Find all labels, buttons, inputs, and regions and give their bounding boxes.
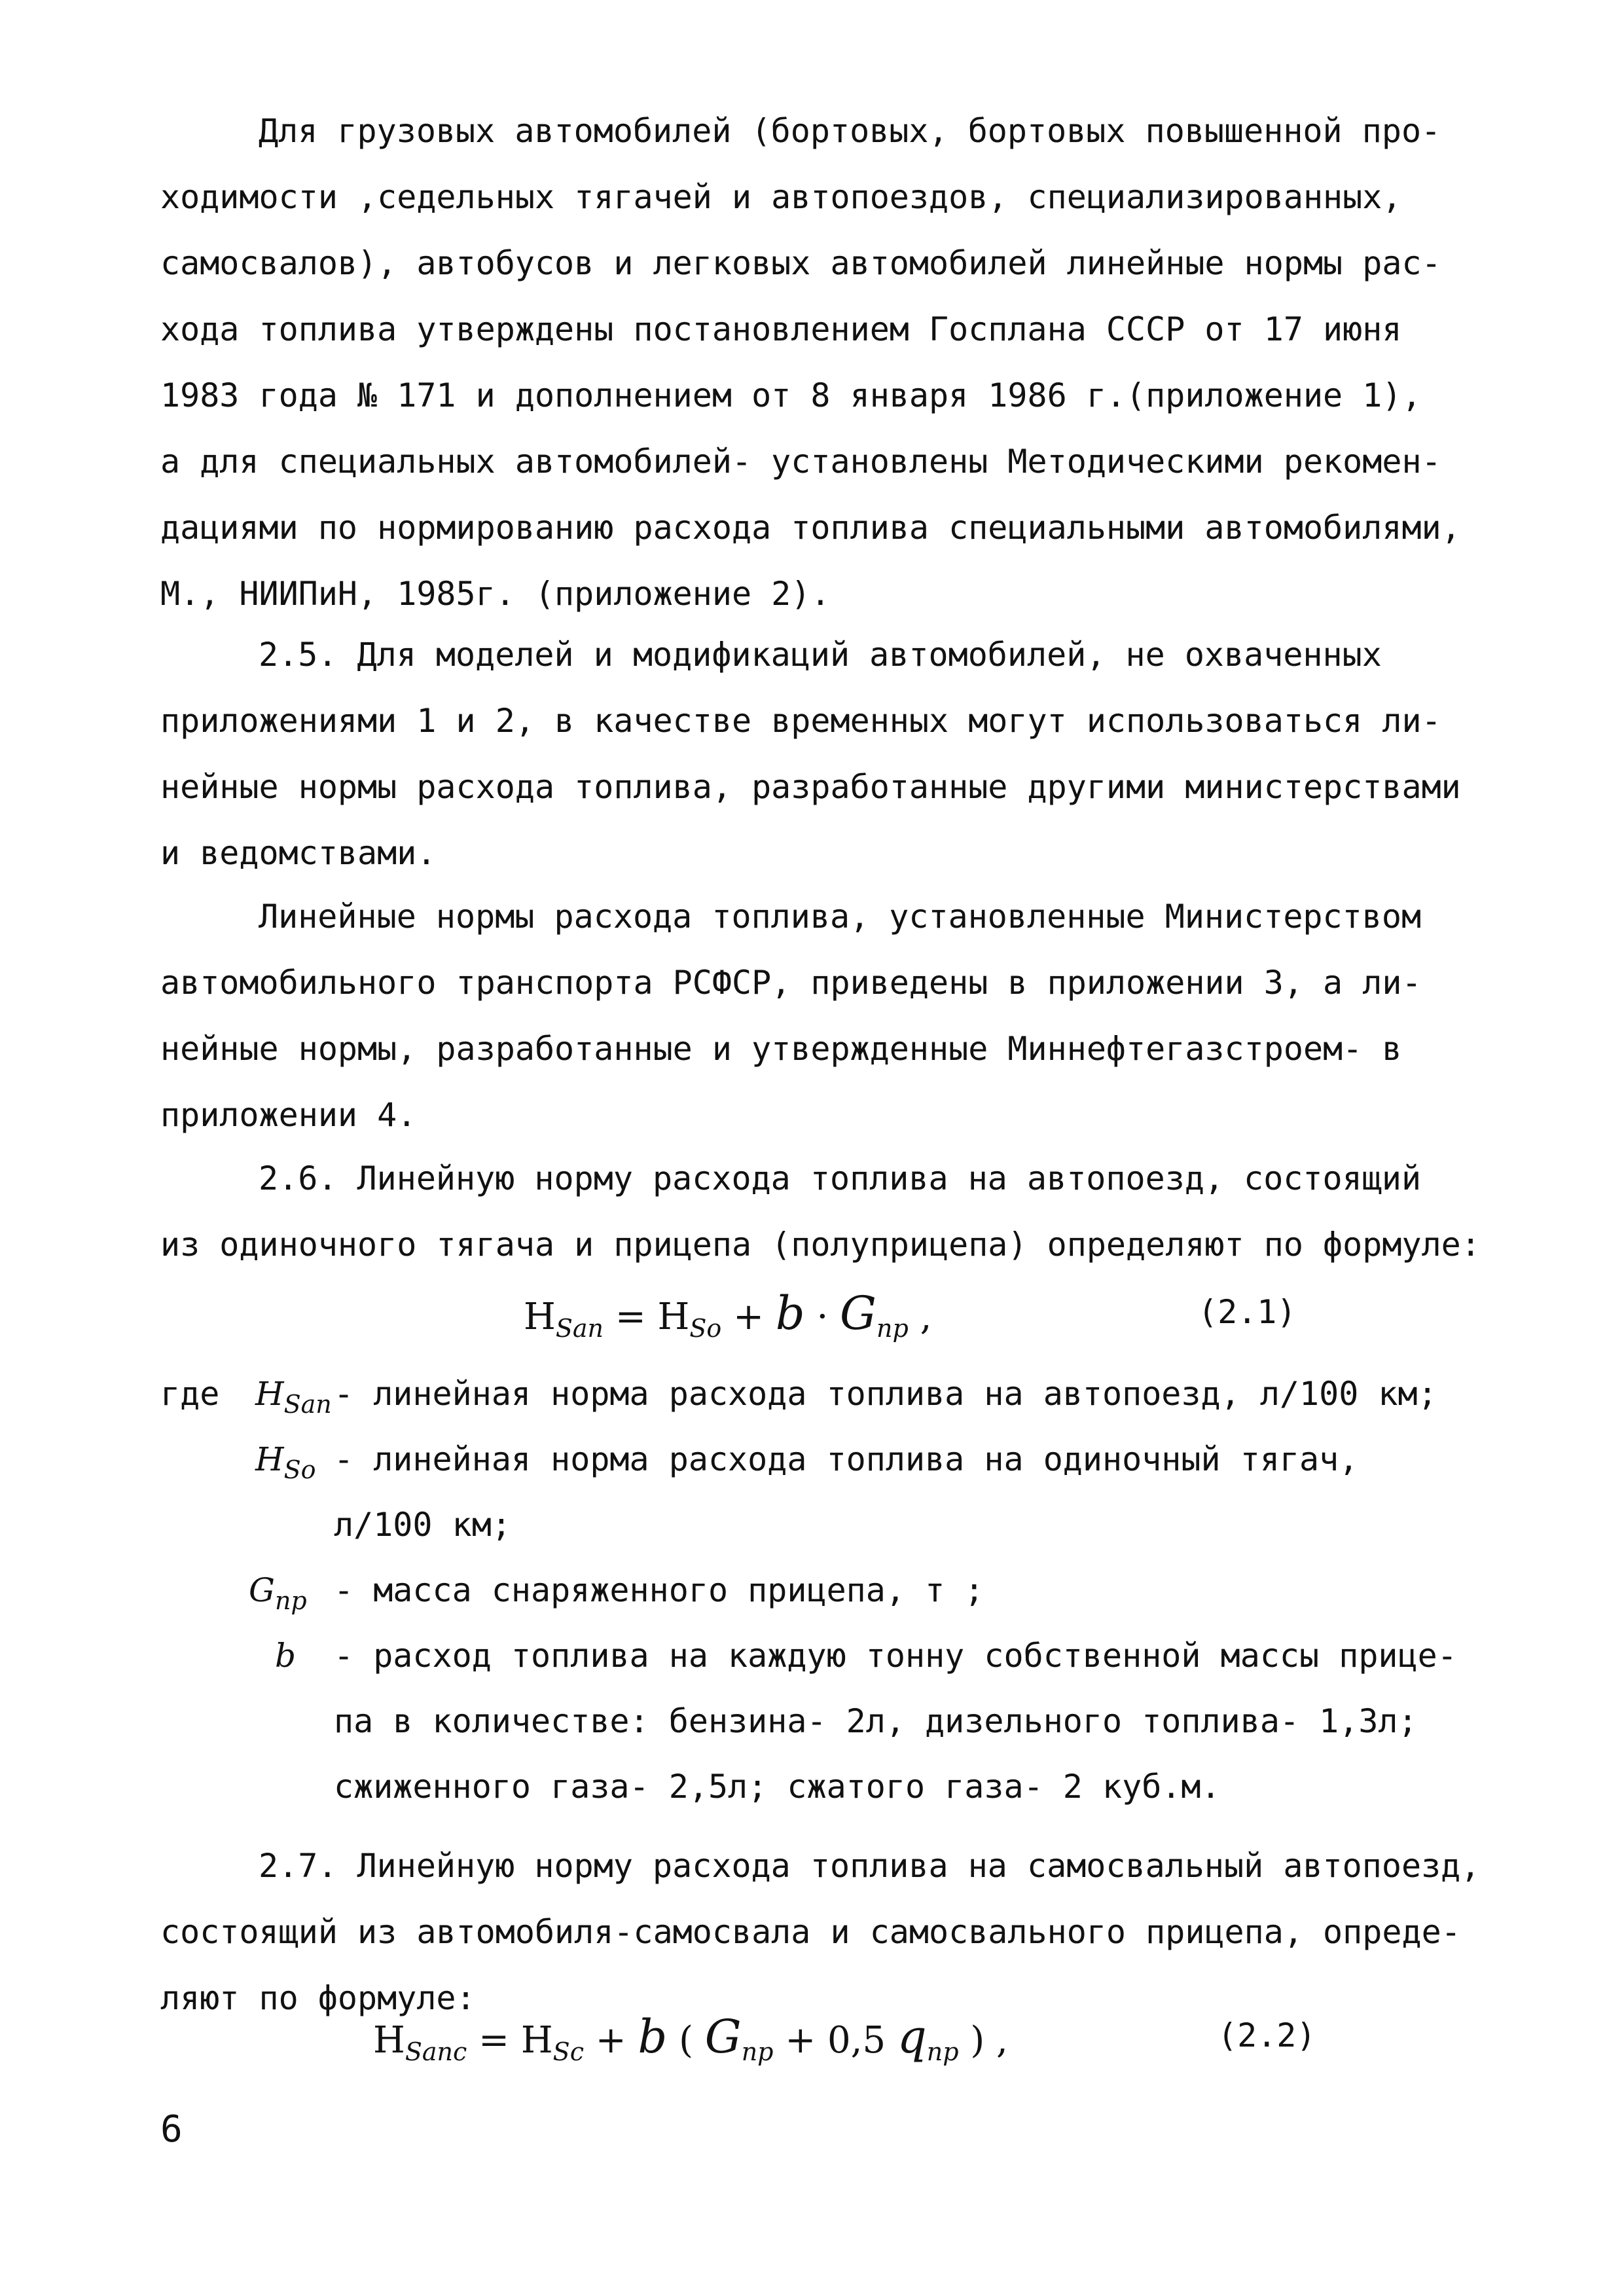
definition-symbol-base: H (255, 1375, 284, 1413)
text-line: 2.5. Для моделей и модификаций автомобилей, не охваченных (259, 636, 1382, 674)
formula-symbol-b: b (775, 1286, 805, 1340)
definition-symbol (255, 1375, 332, 1419)
formula-subscript: пр (741, 2037, 774, 2066)
definition-symbol (275, 1637, 296, 1675)
text-line: приложениями 1 и 2, в качестве временных могут использоваться ли- (160, 702, 1441, 740)
paragraph-fuel-norms-intro (160, 98, 1470, 627)
text-line: 2.6. Линейную норму расхода топлива на автопоезд, состоящий (259, 1159, 1422, 1197)
text-line: Линейные нормы расхода топлива, установленные Министерством (259, 898, 1422, 936)
text-line: Для грузовых автомобилей (бортовых, бортовых повышенной про- (259, 112, 1441, 150)
definition-symbol-subscript: San (283, 1390, 332, 1419)
formula-tail: , (908, 1296, 932, 1338)
page-number: 6 (160, 2108, 183, 2151)
text-line: ляют по формуле: (160, 1979, 476, 2017)
definition-symbol-subscript: So (283, 1455, 316, 1484)
text-line: 2.7. Линейную норму расхода топлива на самосвальный автопоезд, (259, 1847, 1481, 1885)
formula-term: H (373, 2019, 405, 2062)
text-line: и ведомствами. (160, 834, 437, 872)
formula-operator: · (804, 1296, 840, 1338)
text-line: М., НИИПиН, 1985г. (приложение 2). (160, 575, 831, 613)
definition-text: л/100 км; (334, 1506, 511, 1544)
definition-text: - масса снаряженного прицепа, т ; (334, 1571, 984, 1609)
formula-operator: + (721, 1296, 776, 1338)
formula-subscript: Sanc (405, 2037, 467, 2066)
formula-2-2 (373, 2010, 1008, 2066)
definition-text: сжиженного газа- 2,5л; сжатого газа- 2 куб.м. (334, 1768, 1221, 1806)
formula-symbol-g: G (840, 1286, 876, 1340)
formula-term: = H (467, 2019, 553, 2062)
formula-operator: + 0,5 (773, 2019, 897, 2062)
formula-symbol-g: G (704, 2010, 742, 2064)
where-label: где (160, 1375, 220, 1413)
text-line: хода топлива утверждены постановлением Госплана СССР от 17 июня (160, 310, 1402, 348)
formula-subscript: San (555, 1314, 604, 1343)
formula-number: (2.2) (1218, 2016, 1316, 2054)
formula-term: = H (604, 1296, 690, 1338)
definition-symbol (249, 1571, 307, 1615)
paragraph-2-6 (160, 1146, 1481, 1278)
formula-number: (2.1) (1198, 1293, 1297, 1331)
definition-text: - линейная норма расхода топлива на одиночный тягач, (334, 1440, 1359, 1478)
text-line: дациями по нормированию расхода топлива специальными автомобилями, (160, 509, 1461, 547)
formula-subscript: пр (876, 1314, 909, 1343)
definition-text: па в количестве: бензина- 2л, дизельного топлива- 1,3л; (334, 1702, 1418, 1740)
formula-2-1 (524, 1286, 931, 1343)
text-line: состоящий из автомобиля-самосвала и самосвального прицепа, опреде- (160, 1913, 1461, 1951)
definition-symbol-base: b (275, 1637, 297, 1675)
text-line: автомобильного транспорта РСФСР, приведены в приложении 3, а ли- (160, 964, 1422, 1002)
definition-symbol-base: H (255, 1440, 284, 1478)
formula-operator: ( (667, 2019, 705, 2062)
definition-symbol-subscript: пр (274, 1586, 307, 1615)
formula-subscript: пр (926, 2037, 959, 2066)
text-line: приложении 4. (160, 1096, 417, 1134)
formula-tail: ) , (958, 2019, 1008, 2062)
text-line: нейные нормы расхода топлива, разработанные другими министерствами (160, 768, 1461, 806)
text-line: ходимости ,седельных тягачей и автопоездов, специализированных, (160, 178, 1402, 216)
formula-term: H (524, 1296, 556, 1338)
formula-subscript: Sc (552, 2037, 584, 2066)
text-line: нейные нормы, разработанные и утвержденные Миннефтегазстроем- в (160, 1030, 1402, 1068)
formula-subscript: So (689, 1314, 722, 1343)
text-line: самосвалов), автобусов и легковых автомобилей линейные нормы рас- (160, 244, 1441, 282)
paragraph-2-7 (160, 1833, 1481, 2032)
formula-symbol-q: q (897, 2010, 927, 2064)
definition-symbol (255, 1440, 316, 1484)
definition-symbol-base: G (249, 1571, 275, 1609)
text-line: из одиночного тягача и прицепа (полуприцепа) определяют по формуле: (160, 1226, 1481, 1264)
paragraph-linear-norms (160, 884, 1470, 1148)
formula-operator: + (583, 2019, 638, 2062)
text-line: а для специальных автомобилей- установлены Методическими рекомен- (160, 443, 1441, 481)
paragraph-2-5 (160, 622, 1470, 886)
text-line: 1983 года № 171 и дополнением от 8 января 1986 г.(приложение 1), (160, 376, 1422, 414)
definition-text: - расход топлива на каждую тонну собственной массы прице- (334, 1637, 1457, 1675)
definition-text: - линейная норма расхода топлива на автопоезд, л/100 км; (334, 1375, 1437, 1413)
formula-symbol-b: b (638, 2010, 668, 2064)
